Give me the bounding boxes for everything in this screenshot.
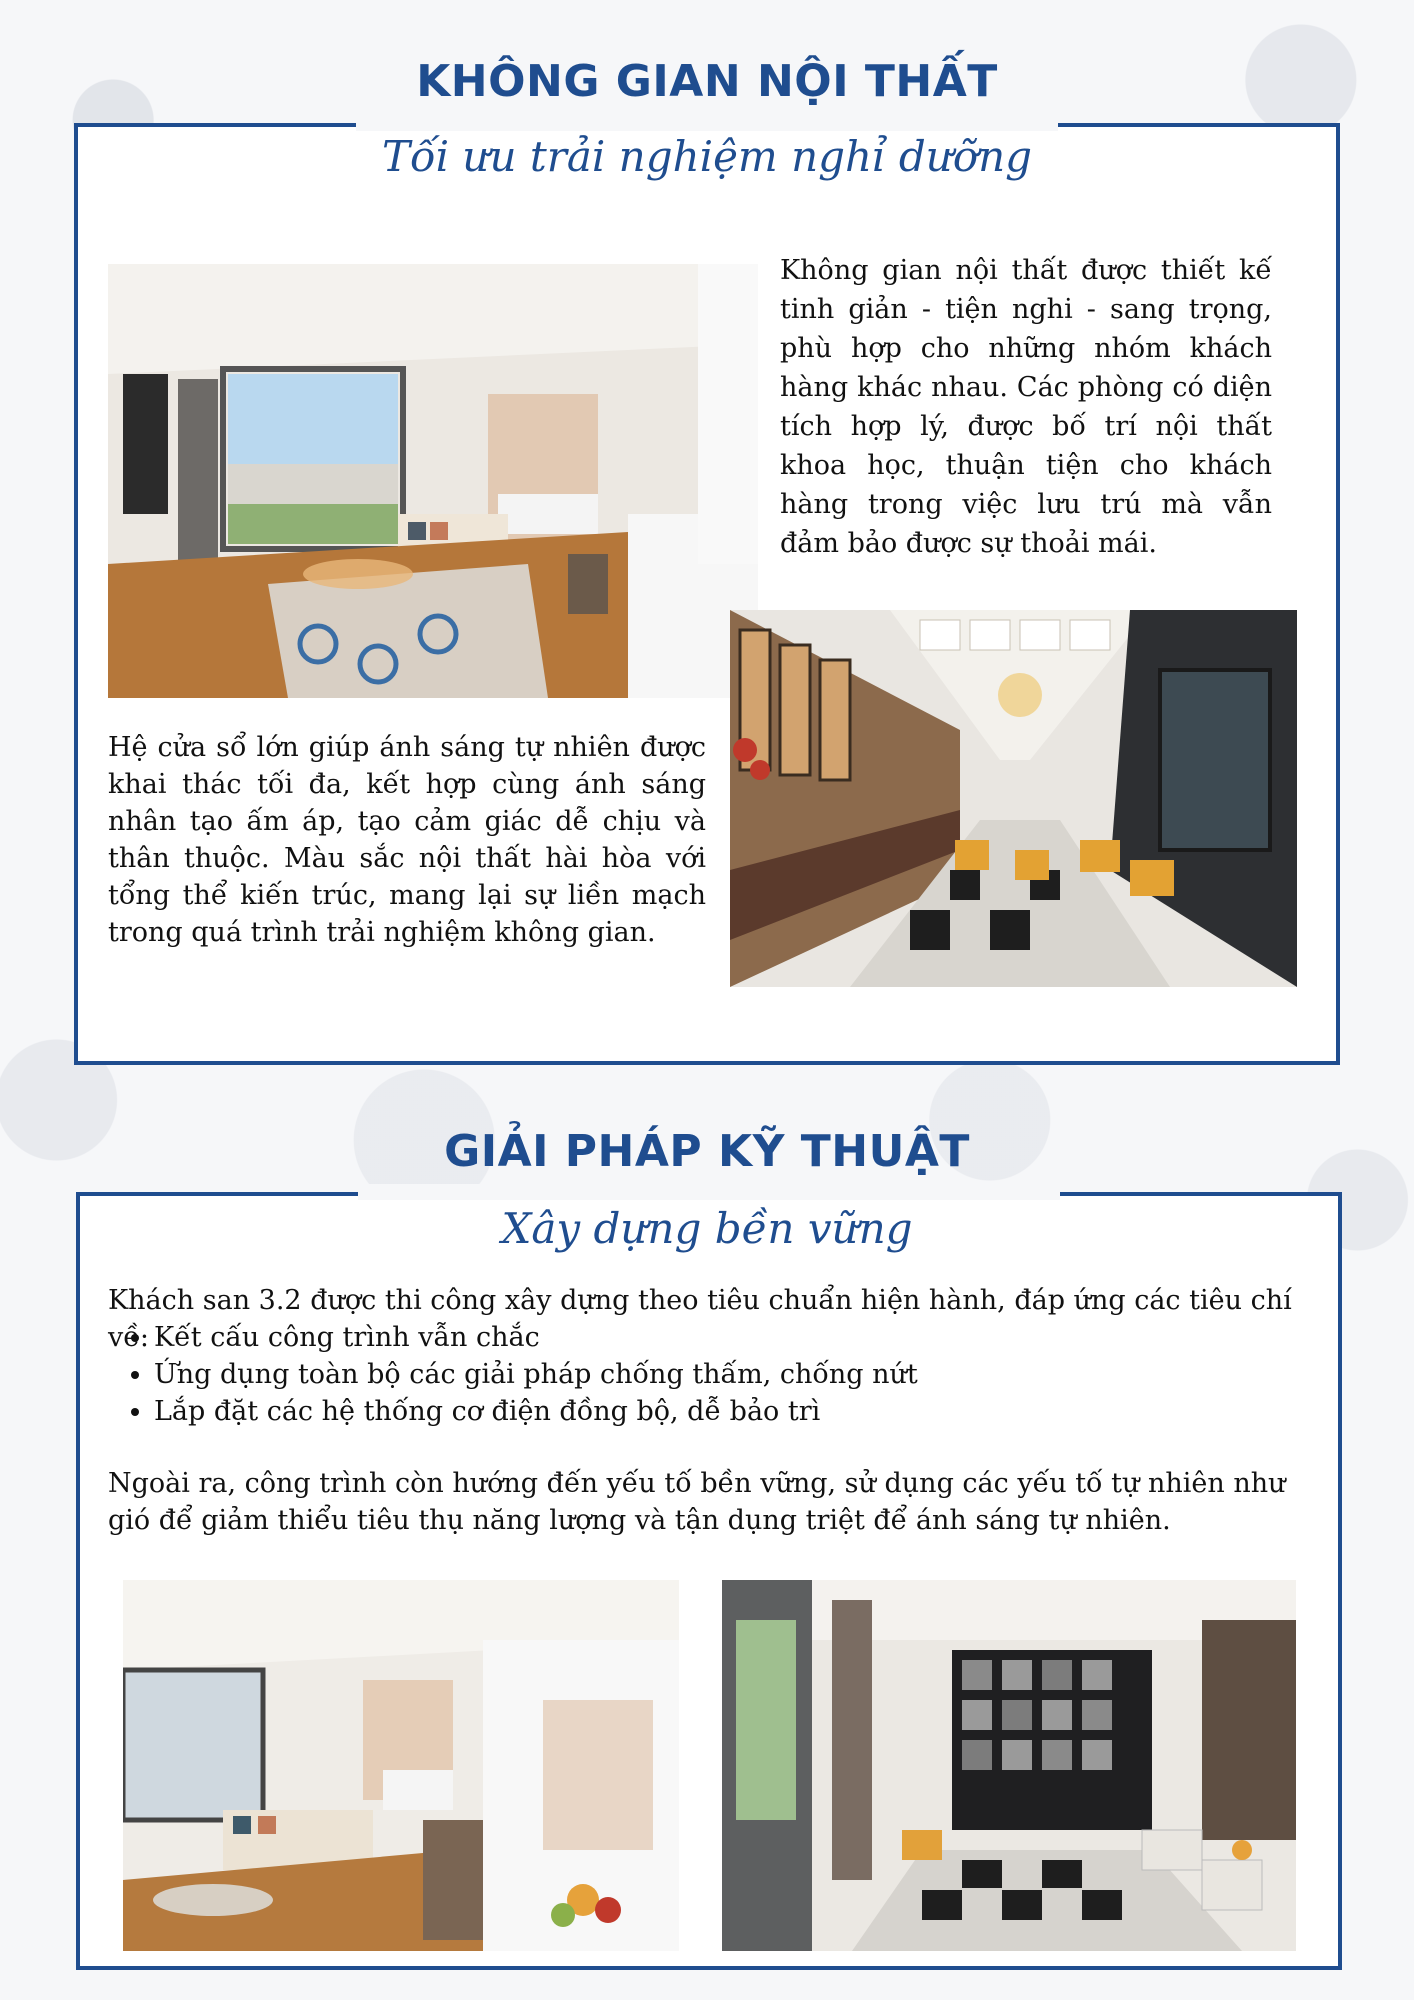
restaurant-photo (730, 610, 1297, 987)
section2-closing: Ngoài ra, công trình còn hướng đến yếu tố bền vững, sử dụng các yếu tố tự nhiên như gió để giảm thiểu tiêu thụ năng lượng và tận dụng triệt để ánh sáng tự nhiên. (108, 1468, 1286, 1536)
bedroom-photo (108, 264, 758, 698)
bullet-item: • Kết cấu công trình vẫn chắc (154, 1319, 1304, 1356)
section1-title: KHÔNG GIAN NỘI THẤT (416, 56, 998, 107)
suite-photo (123, 1580, 679, 1951)
bullet-item: • Lắp đặt các hệ thống cơ điện đồng bộ, dễ bảo trì (154, 1393, 1304, 1430)
section1-subtitle: Tối ưu trải nghiệm nghỉ dưỡng (381, 132, 1033, 181)
section2-frame-gap (358, 1184, 1060, 1200)
section1-paragraph1: Không gian nội thất được thiết kế tinh giản - tiện nghi - sang trọng, phù hợp cho những nhóm khách hàng khác nhau. Các phòng có diện tích hợp lý, được bố trí nội thất khoa học, thuận tiện cho khách hàng trong việc lưu trú mà vẫn đảm bảo được sự thoải mái. (780, 255, 1272, 559)
bullet-item: • Ứng dụng toàn bộ các giải pháp chống thấm, chống nứt (154, 1356, 1304, 1393)
section2-bullet-list (108, 1319, 1304, 1430)
section2-intro: Khách san 3.2 được thi công xây dựng theo tiêu chuẩn hiện hành, đáp ứng các tiêu chí về: (108, 1285, 1292, 1353)
section1-frame-gap (356, 115, 1058, 131)
section2-subtitle: Xây dựng bền vững (501, 1204, 913, 1253)
dining-hall-photo (722, 1580, 1296, 1951)
section1-paragraph2: Hệ cửa sổ lớn giúp ánh sáng tự nhiên được khai thác tối đa, kết hợp cùng ánh sáng nhân tạo ấm áp, tạo cảm giác dễ chịu và thân thuộc. Màu sắc nội thất hài hòa với tổng thể kiến trúc, mang lại sự liền mạch trong quá trình trải nghiệm không gian. (108, 732, 706, 948)
section2-title: GIẢI PHÁP KỸ THUẬT (444, 1126, 970, 1177)
